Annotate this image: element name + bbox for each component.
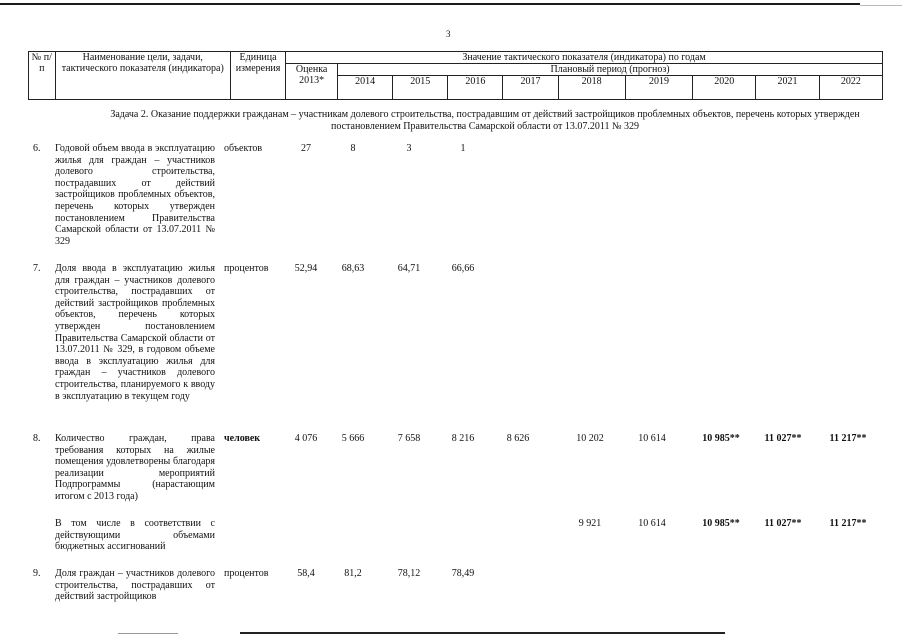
value-2019: 10 614 xyxy=(638,433,666,444)
value-2017: 8 626 xyxy=(506,433,530,444)
value-2013: 58,4 xyxy=(297,568,315,579)
unit-cell: процентов xyxy=(224,263,269,274)
row-number: 6. xyxy=(33,143,41,154)
indicator-table-header xyxy=(28,51,883,100)
value-2021: 11 027** xyxy=(764,518,802,529)
page-number: 3 xyxy=(446,29,451,39)
header-year: 2017 xyxy=(503,76,558,100)
header-year: 2014 xyxy=(338,76,393,100)
row-number: 8. xyxy=(33,433,41,444)
value-2020: 10 985** xyxy=(702,518,740,529)
header-year: 2020 xyxy=(693,76,756,100)
bottom-rule-left xyxy=(118,633,178,634)
top-rule-tail xyxy=(860,5,902,6)
value-2014: 8 xyxy=(350,143,356,154)
value-2013: 52,94 xyxy=(294,263,318,274)
bottom-rule xyxy=(240,632,725,634)
value-2016: 8 216 xyxy=(451,433,475,444)
value-2016: 66,66 xyxy=(451,263,475,274)
header-name: Наименование цели, задачи, тактического показателя (индикатора) xyxy=(55,52,230,100)
value-2015: 3 xyxy=(406,143,412,154)
value-2013: 27 xyxy=(301,143,311,154)
header-year: 2018 xyxy=(558,76,625,100)
value-2018: 10 202 xyxy=(576,433,604,444)
value-2020: 10 985** xyxy=(702,433,740,444)
task-heading: Задача 2. Оказание поддержки гражданам – участникам долевого строительства, пострадавшим от действий застройщиков проблемных объектов, перечень которых утвержден постановлением Правительства Самарской области от 13.07.2011 № 329 xyxy=(110,109,860,132)
unit-cell: человек xyxy=(224,433,261,444)
indicator-name: Доля ввода в эксплуатацию жилья для граждан – участников долевого строительства, пострадавших от действий застройщиков проблемных объектов, перечень которых утвержден постановлением Правительства Самарской области от 13.07.2011 № 329, в годовом объеме ввода в эксплуатацию жилья для граждан – участников долевого строительства, планируемого к вводу в эксплуатацию в текущем году xyxy=(55,263,215,402)
value-2014: 68,63 xyxy=(341,263,365,274)
header-estimate: Оценка 2013* xyxy=(286,64,338,100)
indicator-name: В том числе в соответствии с действующими объемами бюджетных ассигнований xyxy=(55,518,215,553)
top-rule xyxy=(0,3,860,5)
header-year: 2019 xyxy=(625,76,692,100)
header-year: 2022 xyxy=(819,76,882,100)
indicator-name: Доля граждан – участников долевого строительства, пострадавших от действий застройщиков xyxy=(55,568,215,603)
value-2019: 10 614 xyxy=(638,518,666,529)
header-year: 2015 xyxy=(393,76,448,100)
value-2015: 78,12 xyxy=(397,568,421,579)
value-2015: 7 658 xyxy=(397,433,421,444)
value-2018: 9 921 xyxy=(578,518,602,529)
indicator-name: Количество граждан, права требования которых на жилые помещения удовлетворены благодаря реализации мероприятий Подпрограммы (нарастающим итогом с 2013 года) xyxy=(55,433,215,502)
value-2016: 1 xyxy=(460,143,466,154)
header-values: Значение тактического показателя (индикатора) по годам xyxy=(286,52,883,64)
header-year: 2021 xyxy=(756,76,819,100)
value-2016: 78,49 xyxy=(451,568,475,579)
indicator-name: Годовой объем ввода в эксплуатацию жилья для граждан – участников долевого строительства, пострадавших от действий застройщиков проблемных объектов, перечень которых утвержден постановлением Правительства Самарской области от 13.07.2011 № 329 xyxy=(55,143,215,247)
unit-cell: процентов xyxy=(224,568,269,579)
value-2013: 4 076 xyxy=(294,433,318,444)
value-2014: 81,2 xyxy=(344,568,362,579)
header-unit: Единица измерения xyxy=(231,52,286,100)
header-num: № п/п xyxy=(29,52,56,100)
header-year: 2016 xyxy=(448,76,503,100)
value-2022: 11 217** xyxy=(829,518,867,529)
value-2014: 5 666 xyxy=(341,433,365,444)
value-2022: 11 217** xyxy=(829,433,867,444)
value-2021: 11 027** xyxy=(764,433,802,444)
row-number: 7. xyxy=(33,263,41,274)
unit-cell: объектов xyxy=(224,143,263,154)
header-plan: Плановый период (прогноз) xyxy=(338,64,883,76)
row-number: 9. xyxy=(33,568,41,579)
value-2015: 64,71 xyxy=(397,263,421,274)
